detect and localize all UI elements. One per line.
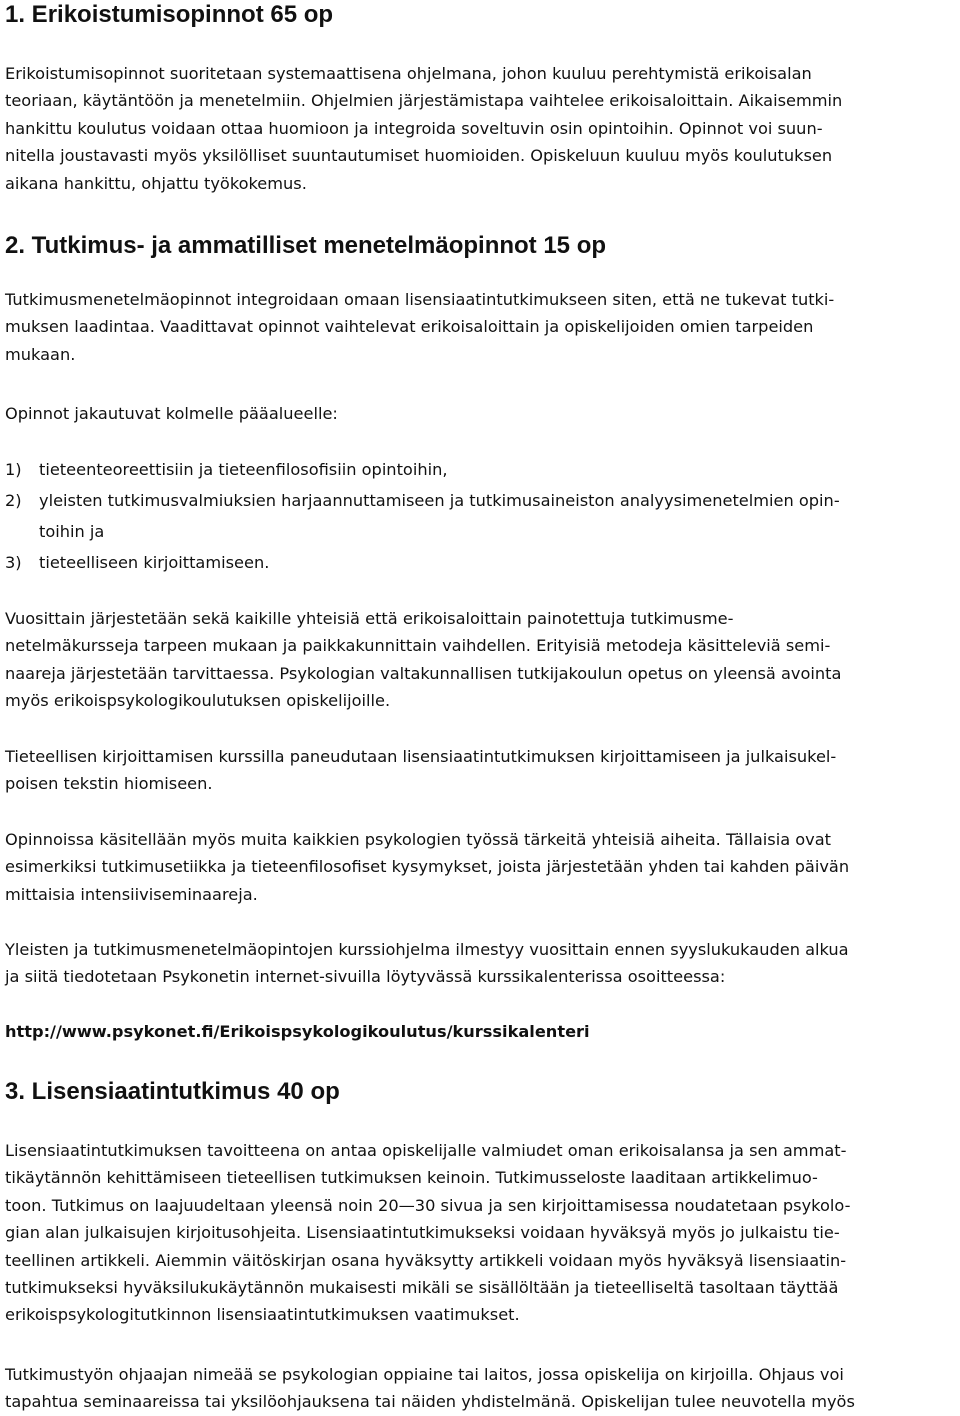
section-1-heading: 1. Erikoistumisopinnot 65 op: [5, 1, 334, 28]
list-number: 3): [5, 553, 22, 572]
text-line: tapahtua seminaareissa tai yksilöohjauksena tai näiden yhdistelmänä. Opiskelijan tulee neuvotella myös: [5, 1392, 855, 1412]
text-line: mukaan.: [5, 344, 76, 364]
text-line: Erikoistumisopinnot suoritetaan systemaattisena ohjelmana, johon kuuluu perehtymistä erikoisalan: [5, 64, 812, 83]
text-line: Tutkimustyön ohjaajan nimeää se psykologian oppiaine tai laitos, jossa opiskelija on kirjoilla. Ohjaus voi: [5, 1365, 844, 1384]
list-text: yleisten tutkimusvalmiuksien harjaannuttamiseen ja tutkimusaineiston analyysimenetelmien opin-: [39, 491, 840, 510]
text-line: ja siitä tiedotetaan Psykonetin internet-sivuilla löytyvässä kurssikalenterissa osoitteessa:: [5, 967, 726, 987]
list-text: tieteelliseen kirjoittamiseen.: [39, 553, 270, 572]
list-text: tieteenteoreettisiin ja tieteenfilosofisiin opintoihin,: [39, 460, 448, 479]
list-item-continuation: [5, 516, 955, 547]
text-line: tutkimukseksi hyväksilukukäytännön mukaisesti mikäli se sisällöltään ja tieteelliseltä tasoltaan täyttää: [5, 1278, 839, 1298]
text-line: muksen laadintaa. Vaadittavat opinnot vaihtelevat erikoisaloittain ja opiskelijoiden omien tarpeiden: [5, 317, 814, 337]
section-2-heading: 2. Tutkimus- ja ammatilliset menetelmäopinnot 15 op: [5, 232, 607, 259]
text-line: mittaisia intensiiviseminaareja.: [5, 884, 258, 904]
text-line: Vuosittain järjestetään sekä kaikille yhteisiä että erikoisaloittain painotettuja tutkimusme-: [5, 609, 734, 628]
text-line: Opinnoissa käsitellään myös muita kaikkien psykologien työssä tärkeitä yhteisiä aiheita. Tällaisia ovat: [5, 830, 832, 849]
text-line: teoriaan, käytäntöön ja menetelmiin. Ohjelmien järjestämistapa vaihtelee erikoisaloittain. Aikaisemmin: [5, 91, 843, 111]
text-line: gian alan julkaisujen kirjoitusohjeita. Lisensiaatintutkimukseksi voidaan hyväksyä myös jo julkaistu tie-: [5, 1223, 840, 1243]
section-3-heading: 3. Lisensiaatintutkimus 40 op: [5, 1078, 340, 1105]
text-line: poisen tekstin hiomiseen.: [5, 774, 213, 794]
text-line: nitella joustavasti myös yksilölliset suuntautumiset huomioiden. Opiskeluun kuuluu myös koulutuksen: [5, 146, 833, 166]
list-number: 1): [5, 460, 22, 479]
text-line: myös erikoispsykologikoulutuksen opiskelijoille.: [5, 691, 391, 711]
section-1-paragraph: [5, 60, 955, 197]
text-line: erikoispsykologitutkinnon lisensiaatintutkimuksen vaatimukset.: [5, 1305, 520, 1325]
text-line: netelmäkursseja tarpeen mukaan ja paikkakunnittain vaihdellen. Erityisiä metodeja käsitteleviä semi-: [5, 636, 831, 656]
text-line: teellinen artikkeli. Aiemmin väitöskirjan osana hyväksytty artikkeli voidaan myös hyväksyä lisensiaatin-: [5, 1250, 847, 1270]
text-line: naareja järjestetään tarvittaessa. Psykologian valtakunnallisen tutkijakoulun opetus on yleensä avointa: [5, 663, 842, 683]
text-line: Tutkimusmenetelmäopinnot integroidaan omaan lisensiaatintutkimukseen siten, että ne tukevat tutki-: [5, 290, 835, 309]
paragraph: [5, 936, 955, 991]
section-3-paragraph: [5, 1137, 955, 1329]
text-line: Yleisten ja tutkimusmenetelmäopintojen kurssiohjelma ilmestyy vuosittain ennen syyslukukauden alkua: [5, 940, 849, 959]
course-calendar-link[interactable]: http://www.psykonet.fi/Erikoispsykologikoulutus/kurssikalenteri: [5, 1022, 590, 1041]
text-line: Lisensiaatintutkimuksen tavoitteena on antaa opiskelijalle valmiudet oman erikoisalansa ja sen ammat-: [5, 1141, 847, 1160]
paragraph: [5, 826, 955, 908]
paragraph: [5, 1361, 955, 1416]
list-item: [5, 454, 955, 485]
list-item: [5, 485, 955, 516]
text-line: toon. Tutkimus on laajuudeltaan yleensä noin 20—30 sivua ja sen kirjoittamisessa noudatetaan psykolo-: [5, 1195, 851, 1215]
paragraph: [5, 743, 955, 798]
list-lead: Opinnot jakautuvat kolmelle pääalueelle:: [5, 404, 338, 423]
paragraph: [5, 605, 955, 715]
text-line: aikana hankittu, ohjattu työkokemus.: [5, 173, 307, 193]
text-line: esimerkiksi tutkimusetiikka ja tieteenfilosofiset kysymykset, joista järjestetään yhden tai kahden päivän: [5, 857, 850, 877]
text-line: tikäytännön kehittämiseen tieteellisen tutkimuksen keinoin. Tutkimusseloste laaditaan artikkelimuo-: [5, 1168, 818, 1188]
list-number: 2): [5, 491, 22, 510]
text-line: hankittu koulutus voidaan ottaa huomioon ja integroida soveltuvin osin opintoihin. Opinnot voi suun-: [5, 118, 823, 138]
list-item: [5, 547, 955, 578]
text-line: Tieteellisen kirjoittamisen kurssilla paneudutaan lisensiaatintutkimuksen kirjoittamiseen ja julkaisukel-: [5, 747, 837, 766]
numbered-list: [5, 454, 955, 578]
section-2-intro: [5, 286, 955, 368]
list-text: toihin ja: [39, 522, 105, 541]
